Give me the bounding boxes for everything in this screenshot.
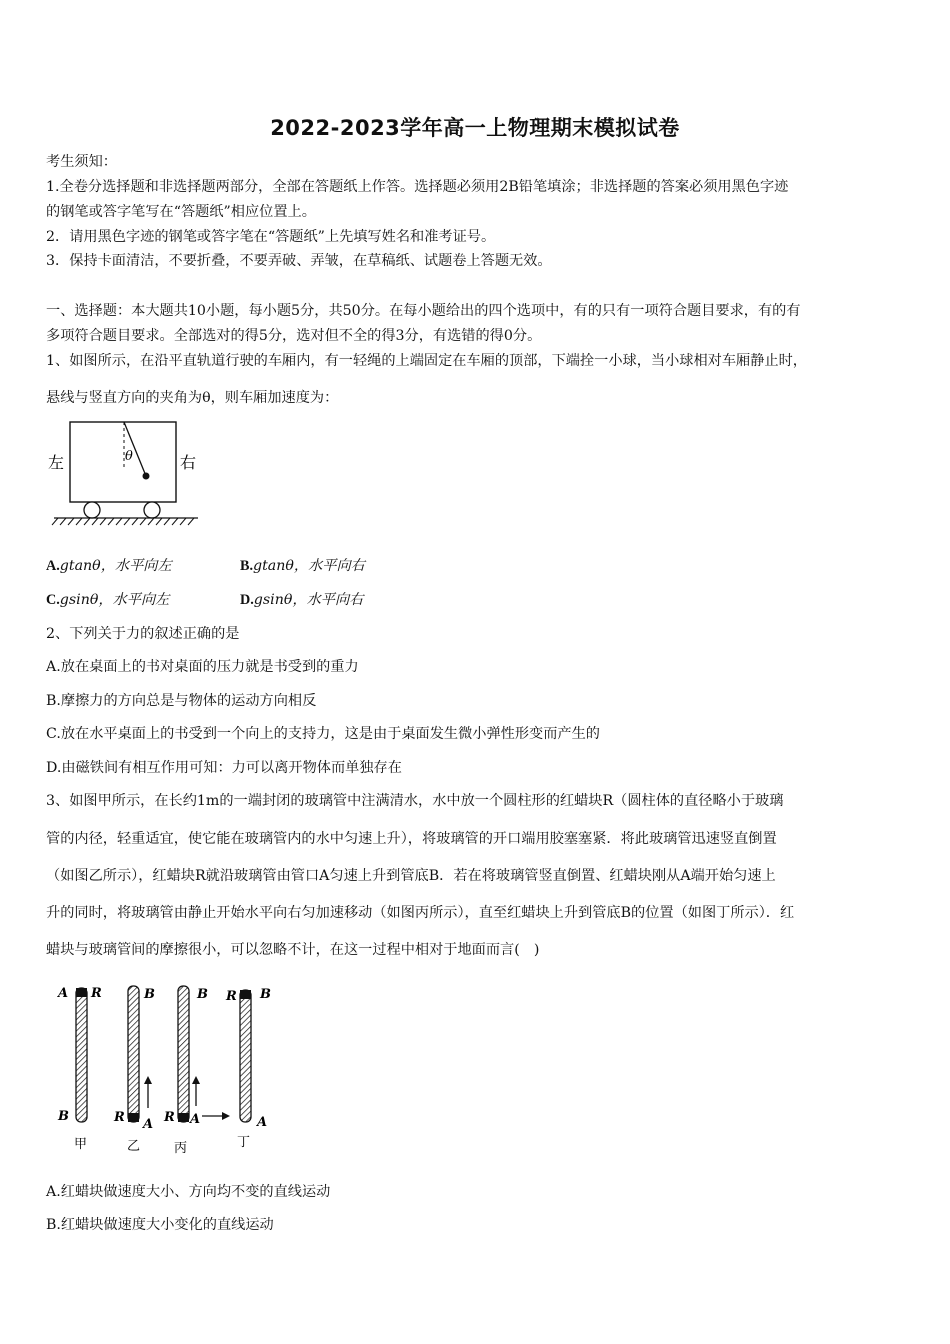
q1-figure-train-car bbox=[44, 418, 204, 528]
option-text: gtanθ，水平向右 bbox=[253, 558, 365, 574]
option-key: C. bbox=[46, 592, 60, 608]
wheel-right bbox=[144, 502, 160, 518]
wheel-left bbox=[84, 502, 100, 518]
wax-block-r bbox=[178, 1113, 189, 1122]
tube-ding bbox=[225, 987, 271, 1150]
label-b: B bbox=[144, 987, 155, 1002]
label-r: R bbox=[226, 989, 237, 1004]
right-label: 右 bbox=[180, 453, 197, 472]
page-title: 2022-2023学年高一上物理期末模拟试卷 bbox=[270, 116, 680, 140]
up-arrow-head bbox=[192, 1076, 200, 1084]
option-text: gtanθ，水平向左 bbox=[59, 558, 172, 574]
tube-yi bbox=[113, 986, 155, 1154]
wax-block-r bbox=[240, 990, 251, 999]
section-heading: 一、选择题：本大题共10小题，每小题5分，共50分。在每小题给出的四个选项中，有的只有一项符合题目要求，有的有 bbox=[46, 303, 801, 319]
q3-stem-cont: 管的内径，轻重适宜，使它能在玻璃管内的水中匀速上升），将玻璃管的开口端用胶塞塞紧．将此玻璃管迅速竖直倒置 bbox=[46, 831, 777, 847]
tube-caption: 乙 bbox=[127, 1139, 141, 1154]
q3-stem-cont: 蜡块与玻璃管间的摩擦很小，可以忽略不计，在这一过程中相对于地面而言( ) bbox=[46, 942, 540, 958]
q2-option-a[interactable]: A.放在桌面上的书对桌面的压力就是书受到的重力 bbox=[46, 659, 359, 675]
label-r: R bbox=[164, 1110, 175, 1125]
option-text: gsinθ，水平向左 bbox=[59, 592, 170, 608]
up-arrow-head bbox=[144, 1076, 152, 1084]
q3-figure-glass-tubes bbox=[44, 978, 284, 1160]
notice-item: 3．保持卡面清洁，不要折叠，不要弄破、弄皱，在草稿纸、试题卷上答题无效。 bbox=[46, 253, 552, 269]
q2-option-b[interactable]: B.摩擦力的方向总是与物体的运动方向相反 bbox=[46, 693, 317, 709]
tube-caption: 丁 bbox=[237, 1135, 251, 1150]
q1-option-d[interactable] bbox=[240, 590, 363, 610]
tube-bing bbox=[163, 986, 230, 1156]
q2-option-c[interactable]: C.放在水平桌面上的书受到一个向上的支持力，这是由于桌面发生微小弹性形变而产生的 bbox=[46, 726, 600, 742]
label-b: B bbox=[58, 1109, 69, 1124]
pendulum-ball bbox=[143, 473, 150, 480]
q3-option-a[interactable]: A.红蜡块做速度大小、方向均不变的直线运动 bbox=[46, 1184, 331, 1200]
label-b: B bbox=[197, 987, 208, 1002]
q1-stem: 1、如图所示，在沿平直轨道行驶的车厢内，有一轻绳的上端固定在车厢的顶部，下端拴一小球，当小球相对车厢静止时， bbox=[46, 353, 807, 369]
q1-option-b[interactable] bbox=[240, 556, 365, 576]
angle-label: θ bbox=[125, 449, 133, 464]
label-b: B bbox=[260, 987, 271, 1002]
notice-item: 2．请用黑色字迹的钢笔或答字笔在“答题纸”上先填写姓名和准考证号。 bbox=[46, 229, 496, 245]
q3-option-b[interactable]: B.红蜡块做速度大小变化的直线运动 bbox=[46, 1217, 274, 1233]
ground-hatch bbox=[52, 518, 194, 525]
tube-jia bbox=[56, 986, 102, 1152]
q1-option-a[interactable] bbox=[46, 556, 172, 576]
option-key: A. bbox=[46, 558, 60, 574]
car-body bbox=[70, 422, 176, 502]
q3-stem-cont: （如图乙所示），红蜡块R就沿玻璃管由管口A匀速上升到管底B．若在将玻璃管竖直倒置、红蜡块刚从A端开始匀速上 bbox=[46, 868, 776, 884]
label-a: A bbox=[257, 1115, 268, 1130]
tube-caption: 丙 bbox=[174, 1141, 188, 1156]
label-a: A bbox=[58, 986, 69, 1001]
label-r: R bbox=[91, 986, 102, 1001]
q1-option-c[interactable] bbox=[46, 590, 169, 610]
section-heading-cont: 多项符合题目要求。全部选对的得5分，选对但不全的得3分，有选错的得0分。 bbox=[46, 328, 542, 344]
label-r: R bbox=[114, 1110, 125, 1125]
option-key: D. bbox=[240, 592, 254, 608]
tube-caption: 甲 bbox=[74, 1137, 88, 1152]
q3-stem-cont: 升的同时，将玻璃管由静止开始水平向右匀加速移动（如图丙所示），直至红蜡块上升到管底B的位置（如图丁所示）．红 bbox=[46, 905, 795, 921]
wax-block-r bbox=[76, 988, 87, 997]
option-key: B. bbox=[240, 558, 254, 574]
right-arrow-head bbox=[222, 1112, 230, 1120]
q2-option-d[interactable]: D.由磁铁间有相互作用可知：力可以离开物体而单独存在 bbox=[46, 760, 402, 776]
notice-heading: 考生须知： bbox=[46, 154, 117, 170]
notice-item: 1.全卷分选择题和非选择题两部分，全部在答题纸上作答。选择题必须用2B铅笔填涂；非选择题的答案必须用黑色字迹 bbox=[46, 179, 789, 195]
option-text: gsinθ，水平向右 bbox=[253, 592, 364, 608]
q3-stem: 3、如图甲所示，在长约1m的一端封闭的玻璃管中注满清水，水中放一个圆柱形的红蜡块R（圆柱体的直径略小于玻璃 bbox=[46, 793, 784, 809]
q2-stem: 2、下列关于力的叙述正确的是 bbox=[46, 626, 240, 642]
label-a: A bbox=[190, 1112, 201, 1127]
notice-item: 的钢笔或答字笔写在“答题纸”相应位置上。 bbox=[46, 204, 316, 220]
label-a: A bbox=[143, 1117, 154, 1132]
q1-stem-cont: 悬线与竖直方向的夹角为θ，则车厢加速度为： bbox=[46, 390, 339, 406]
wax-block-r bbox=[128, 1113, 139, 1122]
left-label: 左 bbox=[48, 453, 65, 472]
